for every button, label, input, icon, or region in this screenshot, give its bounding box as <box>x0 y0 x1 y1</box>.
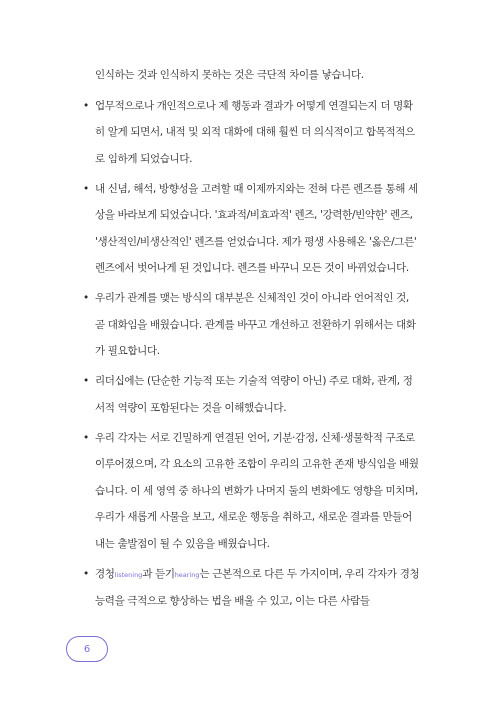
continued-paragraph: 인식하는 것과 인식하지 못하는 것은 극단적 차이를 낳습니다. <box>95 69 364 81</box>
gloss-listening: listening <box>114 570 143 579</box>
term-hearing: 과 듣기 <box>142 567 175 580</box>
gloss-hearing: hearing <box>174 570 200 579</box>
bullet-item: • 리더십에는 (단순한 기능적 또는 기술적 역량이 아닌) 주로 대화, 관계, 정서적 역량이 포함된다는 것을 이해했습니다. <box>82 368 420 421</box>
bullet-item: • 우리가 관계를 맺는 방식의 대부분은 신체적인 것이 아니라 언어적인 것, 곧 대화임을 배웠습니다. 관계를 바꾸고 개선하고 전환하기 위해서는 대화가 필요합니다. <box>82 285 420 365</box>
bullet-item-listening <box>82 561 420 615</box>
term-listening: 경청 <box>95 567 115 580</box>
page-number-badge <box>66 636 108 662</box>
bullet-item: • 업무적으로나 개인적으로나 제 행동과 결과가 어떻게 연결되는지 더 명확히 알게 되면서, 내적 및 외적 대화에 대해 훨씬 더 의식적이고 합목적적으로 임하게 되었습니다. <box>82 93 420 173</box>
bullet-item: • 내 신념, 해석, 방향성을 고려할 때 이제까지와는 전혀 다른 렌즈를 통해 세상을 바라보게 되었습니다. '효과적/비효과적' 렌즈, '강력한/빈약한' 렌즈, '생산적인/비생산적인' 렌즈를 얻었습니다. 제가 평생 사용해온 '옳은/그른' 렌즈에서 벗어나게 된 것입니다. 렌즈를 바꾸니 모든 것이 바뀌었습니다. <box>82 176 420 282</box>
bullet-text-tail: 는 근본적으로 다른 두 가지이며, 우리 각자가 경청 능력을 극적으로 향상하는 법을 배울 수 있고, 이는 다른 사람들 <box>95 567 420 607</box>
page-body <box>82 62 420 618</box>
bullet-item: • 우리 각자는 서로 긴밀하게 연결된 언어, 기분·감정, 신체·생물학적 구조로 이루어졌으며, 각 요소의 고유한 조합이 우리의 고유한 존재 방식임을 배웠습니다. 이 세 영역 중 하나의 변화가 나머지 둘의 변화에도 영향을 미치며, 우리가 새롭게 사물을 보고, 새로운 행동을 취하고, 새로운 결과를 만들어내는 출발점이 될 수 있음을 배웠습니다. <box>82 425 420 558</box>
page-number: 6 <box>83 643 91 655</box>
